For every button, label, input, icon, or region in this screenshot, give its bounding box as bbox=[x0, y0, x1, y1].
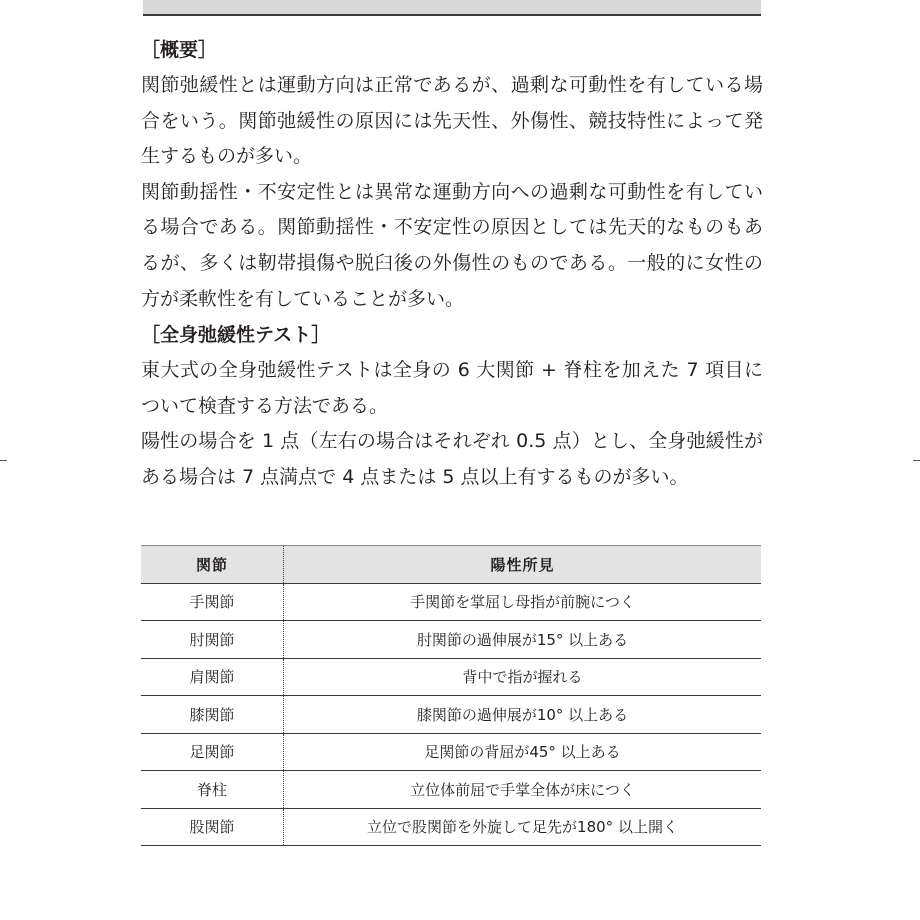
laxity-test-paragraph-2: 陽性の場合を 1 点（左右の場合はそれぞれ 0.5 点）とし、全身弛緩性がある場合は 7 点満点で 4 点または 5 点以上有するものが多い。 bbox=[141, 430, 763, 488]
laxity-test-paragraph-1: 東大式の全身弛緩性テストは全身の 6 大関節 + 脊柱を加えた 7 項目について検査する方法である。 bbox=[141, 359, 763, 417]
table-header-row bbox=[141, 546, 761, 584]
finding-cell: 手関節を掌屈し母指が前腕につく bbox=[284, 583, 762, 621]
overview-paragraph-2: 関節動揺性・不安定性とは異常な運動方向への過剰な可動性を有している場合である。関節動揺性・不安定性の原因としては先天的なものもあるが、多くは靭帯損傷や脱臼後の外傷性のものである。一般的に女性の方が柔軟性を有していることが多い。 bbox=[141, 180, 763, 310]
finding-cell: 背中で指が握れる bbox=[284, 658, 762, 696]
overview-paragraph-1: 関節弛緩性とは運動方向は正常であるが、過剰な可動性を有している場合をいう。関節弛緩性の原因には先天性、外傷性、競技特性によって発生するものが多い。 bbox=[141, 74, 763, 168]
document-body bbox=[141, 32, 763, 496]
laxity-test-heading: ［全身弛緩性テスト］ bbox=[141, 324, 331, 347]
crop-mark-left bbox=[0, 460, 7, 461]
finding-cell: 肘関節の過伸展が15° 以上ある bbox=[284, 621, 762, 659]
joint-cell: 肘関節 bbox=[141, 621, 284, 659]
table-row bbox=[141, 583, 761, 621]
crop-mark-right bbox=[913, 460, 920, 461]
table-row bbox=[141, 808, 761, 846]
finding-cell: 膝関節の過伸展が10° 以上ある bbox=[284, 696, 762, 734]
table-row bbox=[141, 733, 761, 771]
overview-heading: ［概要］ bbox=[141, 39, 218, 61]
joint-cell: 足関節 bbox=[141, 733, 284, 771]
table-row bbox=[141, 771, 761, 809]
header-positive-finding: 陽性所見 bbox=[284, 546, 762, 584]
joint-cell: 肩関節 bbox=[141, 658, 284, 696]
header-joint: 関節 bbox=[141, 546, 284, 584]
laxity-findings-table bbox=[141, 545, 761, 846]
table-row bbox=[141, 696, 761, 734]
table-row bbox=[141, 658, 761, 696]
finding-cell: 立位で股関節を外旋して足先が180° 以上開く bbox=[284, 808, 762, 846]
finding-cell: 立位体前屈で手掌全体が床につく bbox=[284, 771, 762, 809]
joint-cell: 膝関節 bbox=[141, 696, 284, 734]
joint-cell: 手関節 bbox=[141, 583, 284, 621]
top-header-band bbox=[143, 0, 761, 16]
joint-cell: 股関節 bbox=[141, 808, 284, 846]
joint-cell: 脊柱 bbox=[141, 771, 284, 809]
table-row bbox=[141, 621, 761, 659]
finding-cell: 足関節の背屈が45° 以上ある bbox=[284, 733, 762, 771]
